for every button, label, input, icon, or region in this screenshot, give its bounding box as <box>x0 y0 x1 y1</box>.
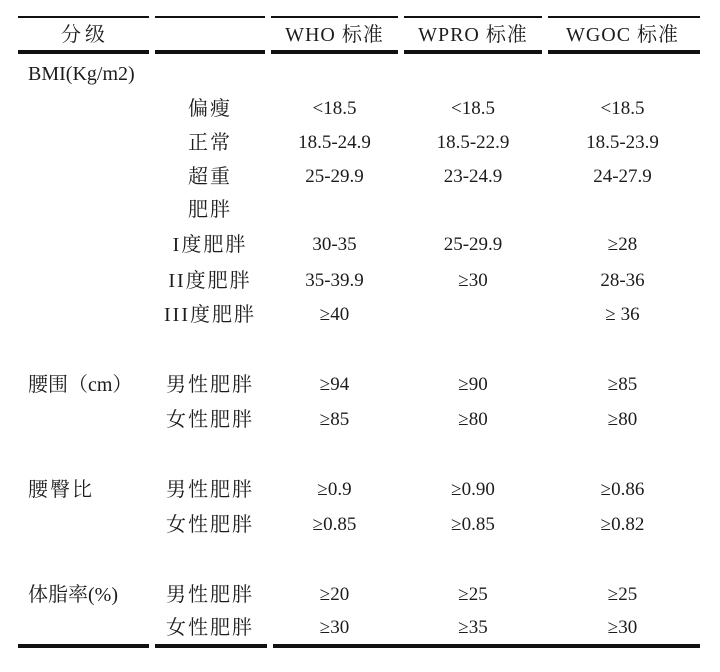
who-value: ≥30 <box>319 617 350 638</box>
wpro-value: ≥0.90 <box>451 479 495 500</box>
row-label: 偏瘦 <box>188 98 232 120</box>
group-label: 腰围（cm） <box>28 374 133 396</box>
group-label: 体脂率(%) <box>28 584 118 606</box>
bottom-rule-segment <box>155 644 267 648</box>
header-rule-segment <box>155 50 265 54</box>
wpro-value: ≥90 <box>458 374 488 395</box>
table-row-bodyfat-male <box>18 581 700 609</box>
header-wgoc: WGOC 标准 <box>565 24 680 46</box>
who-value: ≥94 <box>319 374 350 395</box>
header-rule-segment <box>548 50 700 54</box>
table-row-bmi-group <box>18 60 700 88</box>
table-row-normal <box>18 129 700 157</box>
table-row-whr-female <box>18 511 700 539</box>
wgoc-value: ≥ 36 <box>605 304 640 325</box>
header-rule-segment <box>404 50 542 54</box>
row-label: I度肥胖 <box>172 234 248 256</box>
table-row-obese-class3 <box>18 301 700 329</box>
wgoc-value: ≥30 <box>607 617 638 638</box>
who-value: <18.5 <box>312 98 357 119</box>
who-value: ≥0.85 <box>312 514 357 535</box>
group-label: BMI(Kg/m2) <box>28 63 135 85</box>
row-label: 女性肥胖 <box>166 409 254 431</box>
wpro-value: ≥30 <box>458 270 488 291</box>
group-label: 腰臀比 <box>28 479 94 501</box>
who-value: 18.5-24.9 <box>298 132 371 153</box>
wgoc-value: ≥80 <box>607 409 638 430</box>
table-row-bodyfat-female <box>18 614 700 642</box>
row-label: 男性肥胖 <box>166 584 254 606</box>
top-rule-segment <box>271 16 398 18</box>
row-label: 肥胖 <box>188 199 232 221</box>
header-rule-segment <box>18 50 149 54</box>
wpro-value: 23-24.9 <box>443 166 503 187</box>
bottom-rule-segment <box>273 644 700 648</box>
header-wpro: WPRO 标准 <box>418 24 528 46</box>
top-rule-segment <box>18 16 149 18</box>
row-label: 男性肥胖 <box>166 479 254 501</box>
who-value: ≥40 <box>319 304 350 325</box>
wpro-value: ≥35 <box>458 617 488 638</box>
row-label: 男性肥胖 <box>166 374 254 396</box>
wgoc-value: 18.5-23.9 <box>586 132 659 153</box>
top-rule-segment <box>548 16 700 18</box>
header-who: WHO 标准 <box>285 24 384 46</box>
wgoc-value: ≥85 <box>607 374 638 395</box>
who-value: 25-29.9 <box>305 166 364 187</box>
table-row-waist-male <box>18 371 700 399</box>
top-rule-segment <box>155 16 265 18</box>
row-label: II度肥胖 <box>168 270 252 292</box>
row-label: 女性肥胖 <box>166 514 254 536</box>
row-label: 正常 <box>188 132 232 154</box>
table-row-obese <box>18 196 700 224</box>
table-row-waist-female <box>18 406 700 434</box>
wgoc-value: 28-36 <box>600 270 645 291</box>
wgoc-value: ≥25 <box>607 584 638 605</box>
wpro-value: 18.5-22.9 <box>436 132 510 153</box>
who-value: 30-35 <box>312 234 357 255</box>
top-rule-segment <box>404 16 542 18</box>
wpro-value: ≥80 <box>458 409 488 430</box>
bottom-rule-segment <box>18 644 149 648</box>
header-row <box>18 21 700 49</box>
who-value: ≥20 <box>319 584 350 605</box>
table-row-whr-male <box>18 476 700 504</box>
who-value: 35-39.9 <box>305 270 364 291</box>
wgoc-value: ≥28 <box>607 234 638 255</box>
who-value: ≥0.9 <box>317 479 352 500</box>
table-row-underweight <box>18 95 700 123</box>
header-rule-segment <box>271 50 398 54</box>
wpro-value: <18.5 <box>451 98 495 119</box>
wpro-value: ≥25 <box>458 584 488 605</box>
row-label: 女性肥胖 <box>166 617 254 639</box>
row-label: 超重 <box>188 166 232 188</box>
wgoc-value: 24-27.9 <box>593 166 652 187</box>
who-value: ≥85 <box>319 409 350 430</box>
table-row-overweight <box>18 163 700 191</box>
wpro-value: ≥0.85 <box>451 514 495 535</box>
table-row-obese-class2 <box>18 267 700 295</box>
wgoc-value: <18.5 <box>600 98 645 119</box>
row-label: III度肥胖 <box>164 304 256 326</box>
wgoc-value: ≥0.82 <box>600 514 645 535</box>
table-row-obese-class1 <box>18 231 700 259</box>
wpro-value: 25-29.9 <box>443 234 503 255</box>
wgoc-value: ≥0.86 <box>600 479 645 500</box>
header-classification: 分级 <box>61 24 109 46</box>
